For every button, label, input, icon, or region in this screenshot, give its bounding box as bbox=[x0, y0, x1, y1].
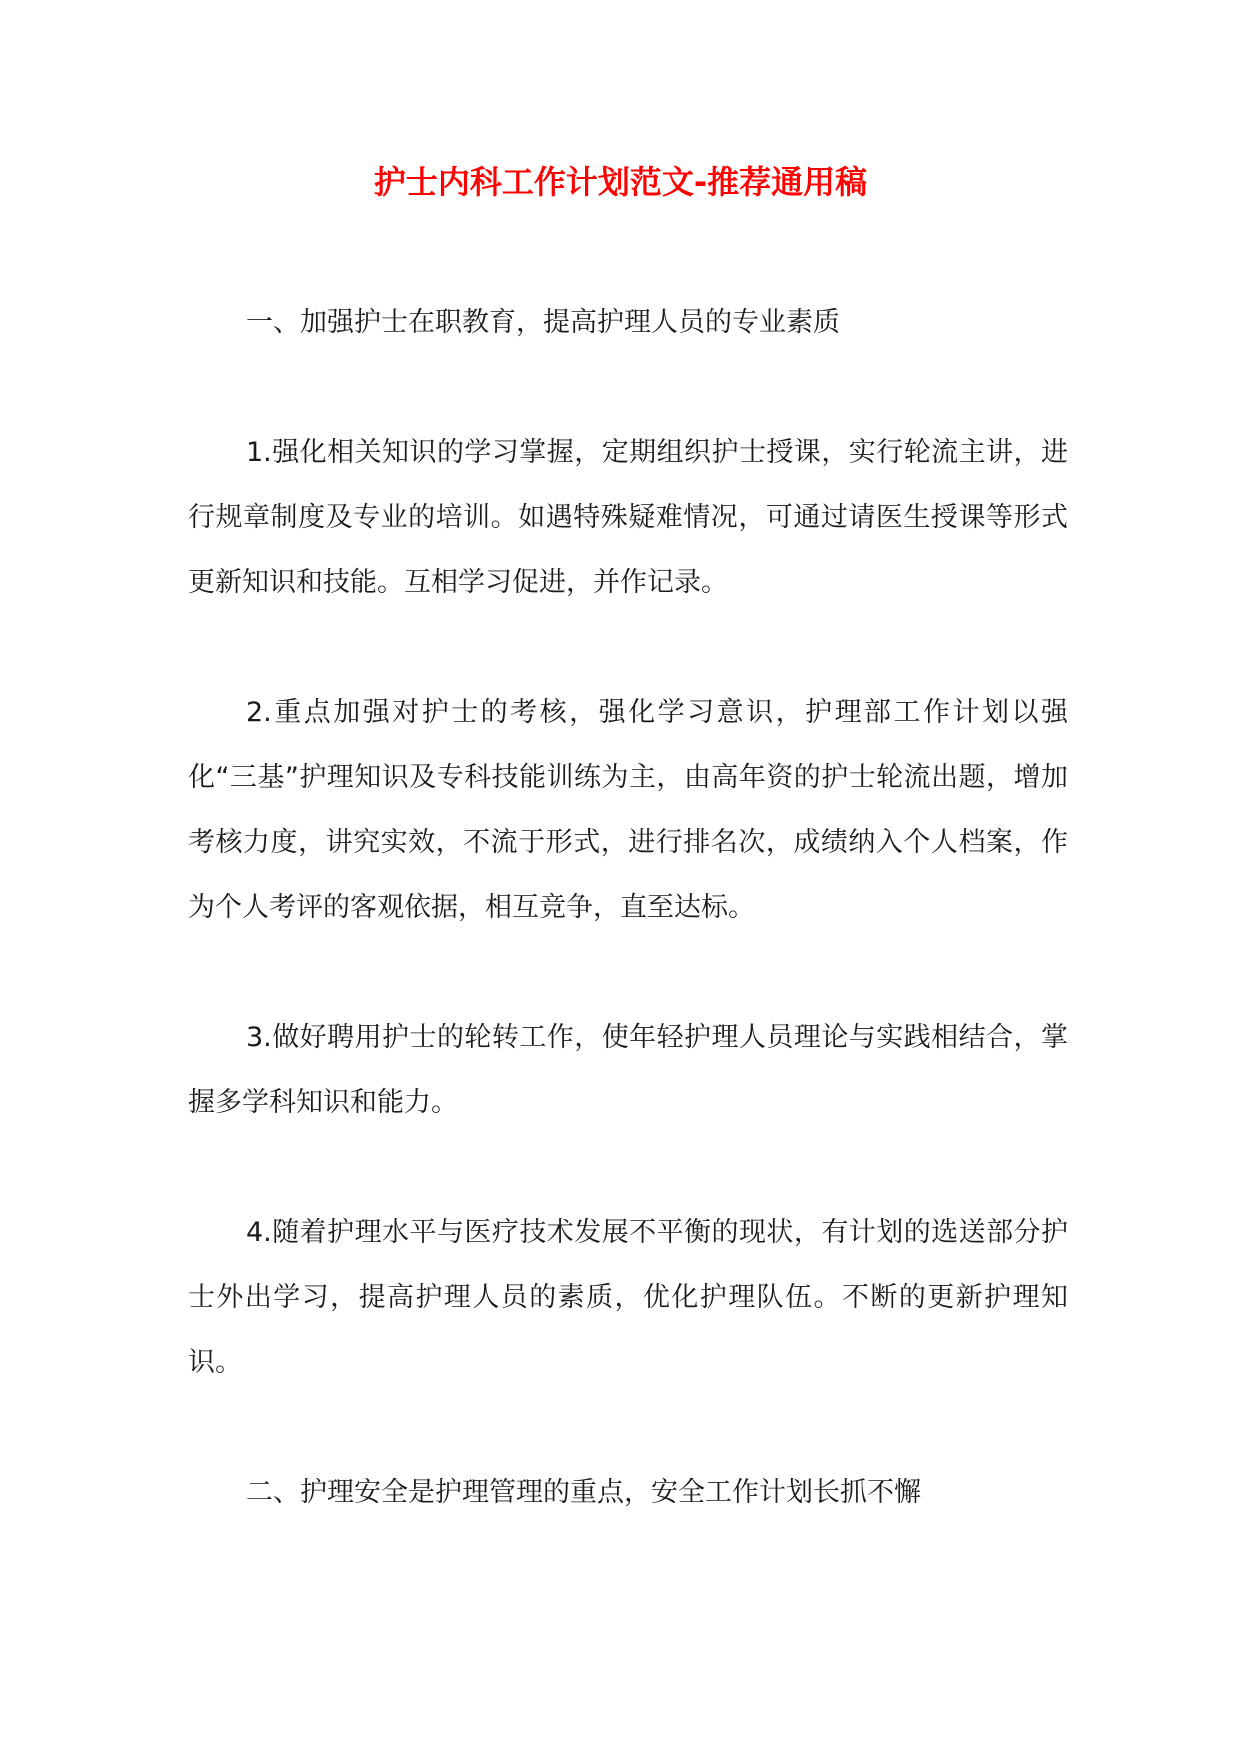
paragraph-spacer bbox=[188, 1395, 1068, 1460]
paragraph-item-4: 4.随着护理水平与医疗技术发展不平衡的现状，有计划的选送部分护士外出学习，提高护理人员的素质，优化护理队伍。不断的更新护理知识。 bbox=[188, 1217, 1068, 1378]
document-body bbox=[188, 290, 1068, 1525]
paragraph-item-2: 2.重点加强对护士的考核，强化学习意识，护理部工作计划以强化“三基”护理知识及专科技能训练为主，由高年资的护士轮流出题，增加考核力度，讲究实效，不流于形式，进行排名次，成绩纳入个人档案，作为个人考评的客观依据，相互竞争，直至达标。 bbox=[188, 697, 1068, 923]
paragraph-spacer bbox=[188, 615, 1068, 680]
paragraph-spacer bbox=[188, 940, 1068, 1005]
document-title: 护士内科工作计划范文-推荐通用稿 bbox=[373, 163, 868, 201]
paragraph-spacer bbox=[188, 355, 1068, 420]
paragraph-spacer bbox=[188, 1135, 1068, 1200]
section-heading-1: 一、加强护士在职教育，提高护理人员的专业素质 bbox=[246, 307, 840, 338]
paragraph-item-1: 1.强化相关知识的学习掌握，定期组织护士授课，实行轮流主讲，进行规章制度及专业的培训。如遇特殊疑难情况，可通过请医生授课等形式更新知识和技能。互相学习促进，并作记录。 bbox=[188, 437, 1068, 598]
paragraph-item-3: 3.做好聘用护士的轮转工作，使年轻护理人员理论与实践相结合，掌握多学科知识和能力。 bbox=[188, 1022, 1068, 1118]
section-heading-2: 二、护理安全是护理管理的重点，安全工作计划长抓不懈 bbox=[246, 1477, 921, 1508]
